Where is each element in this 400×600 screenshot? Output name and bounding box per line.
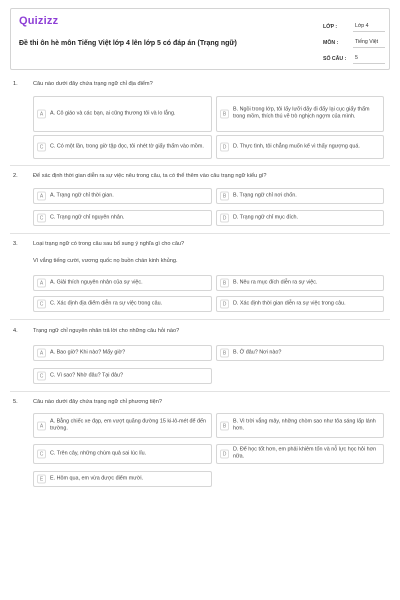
option-letter: D — [220, 450, 229, 459]
answer-option[interactable] — [33, 96, 212, 132]
answer-option[interactable] — [33, 444, 212, 464]
answer-option[interactable] — [33, 296, 212, 312]
question-text: Câu nào dưới đây chứa trạng ngữ chỉ địa điểm? — [33, 81, 153, 87]
question-text: Trạng ngữ chỉ nguyên nhân trả lời cho những câu hỏi nào? — [33, 328, 180, 334]
question-text: Loại trạng ngữ có trong câu sau bổ sung ý nghĩa gì cho câu? — [33, 241, 185, 247]
answer-option[interactable] — [33, 413, 212, 438]
info-value: Lớp 4 — [353, 23, 385, 32]
question-number: 1. — [13, 81, 18, 87]
divider — [10, 165, 390, 166]
answer-option[interactable] — [33, 345, 212, 361]
option-text: A. Bao giờ? Khi nào? Mấy giờ? — [50, 349, 126, 356]
option-letter: B — [220, 110, 229, 119]
answer-option[interactable] — [216, 188, 384, 204]
answer-option[interactable] — [33, 471, 212, 487]
quizizz-logo: Quizizz — [19, 15, 59, 27]
option-text: E. Hôm qua, em vừa được điểm mười. — [50, 475, 144, 482]
option-letter: D — [220, 214, 229, 223]
option-letter: B — [220, 279, 229, 288]
answer-option[interactable] — [216, 96, 384, 132]
option-text: B. Trạng ngữ chỉ nơi chốn. — [233, 192, 297, 199]
answer-option[interactable] — [33, 135, 212, 159]
answer-option[interactable] — [33, 368, 212, 384]
answer-option[interactable] — [216, 135, 384, 159]
answer-option[interactable] — [216, 275, 384, 291]
answer-option[interactable] — [216, 210, 384, 226]
option-letter: D — [220, 300, 229, 309]
option-text: C. Vì sao? Nhờ đâu? Tại đâu? — [50, 372, 123, 379]
answer-option[interactable] — [216, 345, 384, 361]
option-letter: C — [37, 214, 46, 223]
option-text: D. Xác định thời gian diễn ra sự việc trong câu. — [233, 300, 346, 307]
option-text: B. Ở đâu? Nơi nào? — [233, 349, 282, 356]
question-number: 2. — [13, 173, 18, 179]
option-letter: D — [220, 143, 229, 152]
info-value: Tiếng Việt — [353, 39, 385, 48]
option-text: C. Xác định địa điểm diễn ra sự việc trong câu. — [50, 300, 163, 307]
answer-option[interactable] — [33, 188, 212, 204]
option-letter: B — [220, 421, 229, 430]
option-text: B. Vì trời vắng mây, những chòm sao như tỏa sáng lấp lánh hơn. — [233, 418, 376, 432]
question-number: 3. — [13, 241, 18, 247]
option-letter: A — [37, 279, 46, 288]
answer-option[interactable] — [216, 413, 384, 438]
option-letter: C — [37, 372, 46, 381]
option-letter: C — [37, 143, 46, 152]
info-value: 5 — [353, 55, 385, 64]
answer-option[interactable] — [216, 296, 384, 312]
question-text: Để xác định thời gian diễn ra sự việc nêu trong câu, ta có thể thêm vào câu trạng ngữ kiểu gì? — [33, 173, 267, 179]
option-letter: A — [37, 110, 46, 119]
option-text: A. Bằng chiếc xe đạp, em vượt quãng đường 15 ki-lô-mét để đến trường. — [50, 418, 207, 432]
question-number: 5. — [13, 399, 18, 405]
question-text: Câu nào dưới đây chứa trạng ngữ chỉ phương tiện? — [33, 399, 162, 405]
option-text: A. Giải thích nguyên nhân của sự việc. — [50, 279, 143, 286]
option-letter: B — [220, 349, 229, 358]
divider — [10, 319, 390, 320]
option-letter: C — [37, 300, 46, 309]
option-text: C. Có một lần, trong giờ tập đọc, tôi nhét tờ giấy thấm vào mồm. — [50, 143, 204, 150]
question-number: 4. — [13, 328, 18, 334]
option-letter: A — [37, 421, 46, 430]
divider — [10, 391, 390, 392]
option-text: D. Để học tốt hơn, em phải khiêm tốn và nỗ lực học hỏi hơn nữa. — [233, 446, 377, 460]
question-passage: Vì vắng tiếng cười, vương quốc nọ buồn chán kinh khủng. — [33, 258, 178, 264]
option-text: C. Trạng ngữ chỉ nguyên nhân. — [50, 214, 125, 221]
answer-option[interactable] — [216, 444, 384, 464]
info-label: LỚP : — [323, 24, 338, 30]
info-label: SỐ CÂU : — [323, 56, 347, 62]
option-text: A. Trạng ngữ chỉ thời gian. — [50, 192, 114, 199]
option-text: C. Trên cây, những chùm quả sai lúc lỉu. — [50, 450, 147, 457]
info-label: MÔN : — [323, 40, 339, 46]
answer-option[interactable] — [33, 275, 212, 291]
divider — [10, 233, 390, 234]
option-text: B. Ngồi trong lớp, tôi lấy lưỡi dãy đi đấy lại cục giấy thấm trong mồm, thích thú vẽ trò nghịch ngợm của mình. — [233, 106, 370, 120]
option-letter: C — [37, 450, 46, 459]
worksheet-title: Đề thi ôn hè môn Tiếng Việt lớp 4 lên lớp 5 có đáp án (Trạng ngữ) — [19, 40, 237, 47]
option-text: D. Thực tình, tôi chẳng muốn kể vì thấy ngượng quá. — [233, 143, 360, 150]
option-text: A. Cô giáo và các bạn, ai cũng thương tôi và lo lắng. — [50, 110, 176, 117]
option-letter: A — [37, 349, 46, 358]
option-letter: E — [37, 475, 46, 484]
option-text: B. Nêu ra mục đích diễn ra sự việc. — [233, 279, 318, 286]
option-letter: A — [37, 192, 46, 201]
answer-option[interactable] — [33, 210, 212, 226]
option-letter: B — [220, 192, 229, 201]
option-text: D. Trạng ngữ chỉ mục đích. — [233, 214, 299, 221]
